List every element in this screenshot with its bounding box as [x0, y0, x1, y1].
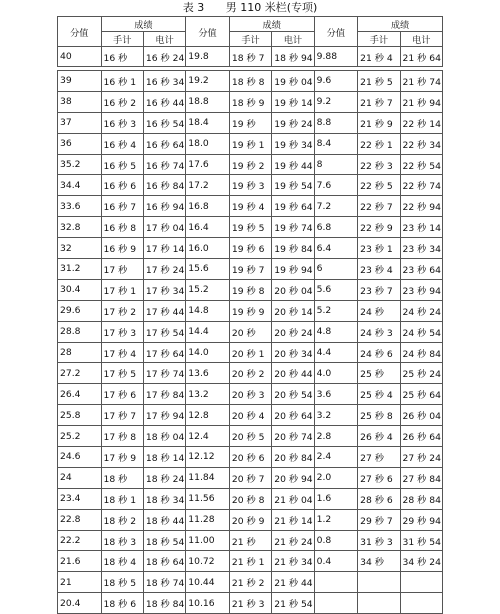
table-cell: 25 秒 64: [400, 384, 442, 405]
table-cell: 21 秒 4: [358, 47, 400, 67]
table-cell: 12.8: [186, 405, 230, 426]
table-cell: 31 秒 54: [400, 530, 442, 551]
table-cell: 30.4: [58, 279, 102, 300]
table-cell: 19 秒 8: [229, 279, 271, 300]
table-cell: 18 秒 7: [229, 47, 271, 67]
table-cell: 18.4: [186, 112, 230, 133]
table-cell: 16 秒 4: [101, 133, 143, 154]
table-cell: 18 秒 34: [143, 488, 185, 509]
table-cell: 21 秒 74: [400, 71, 442, 92]
table-row: [58, 593, 443, 614]
table-cell: [400, 593, 442, 614]
table-cell: 11.84: [186, 467, 230, 488]
table-cell: 21: [58, 572, 102, 593]
result-header: 成绩: [229, 17, 314, 32]
table-cell: 19 秒 24: [272, 112, 314, 133]
table-cell: 29.6: [58, 300, 102, 321]
table-row: [58, 71, 443, 92]
table-cell: 20 秒 2: [229, 363, 271, 384]
table-row: [58, 530, 443, 551]
table-cell: 22.2: [58, 530, 102, 551]
table-cell: 22 秒 54: [400, 154, 442, 175]
table-cell: 23 秒 7: [358, 279, 400, 300]
table-cell: 22 秒 9: [358, 217, 400, 238]
table-cell: 16 秒 5: [101, 154, 143, 175]
table-cell: 20 秒 3: [229, 384, 271, 405]
table-cell: 19 秒 14: [272, 91, 314, 112]
table-cell: 20 秒 54: [272, 384, 314, 405]
table-cell: 23 秒 14: [400, 217, 442, 238]
table-cell: 28.8: [58, 321, 102, 342]
table-cell: 20 秒 14: [272, 300, 314, 321]
table-cell: 32: [58, 238, 102, 259]
table-cell: 22 秒 74: [400, 175, 442, 196]
table-cell: 24 秒 84: [400, 342, 442, 363]
table-row: [58, 551, 443, 572]
table-cell: [358, 593, 400, 614]
table-cell: 17 秒 1: [101, 279, 143, 300]
table-cell: 24 秒 3: [358, 321, 400, 342]
table-cell: 19 秒 04: [272, 71, 314, 92]
table-cell: 20 秒: [229, 321, 271, 342]
table-cell: 19 秒 3: [229, 175, 271, 196]
table-cell: 24 秒: [358, 300, 400, 321]
table-cell: 6: [314, 259, 358, 280]
table-cell: 17 秒 04: [143, 217, 185, 238]
table-cell: 21 秒 54: [272, 593, 314, 614]
table-cell: 28 秒 84: [400, 488, 442, 509]
table-cell: 23.4: [58, 488, 102, 509]
table-cell: 1.6: [314, 488, 358, 509]
table-cell: 16.0: [186, 238, 230, 259]
header-table: [57, 16, 443, 67]
table-cell: 12.4: [186, 426, 230, 447]
table-cell: 15.2: [186, 279, 230, 300]
table-cell: 16 秒 6: [101, 175, 143, 196]
table-cell: 18 秒 1: [101, 488, 143, 509]
table-cell: 24: [58, 467, 102, 488]
table-cell: 17 秒 3: [101, 321, 143, 342]
table-cell: 21 秒 04: [272, 488, 314, 509]
table-cell: 27 秒 6: [358, 467, 400, 488]
table-cell: 5.2: [314, 300, 358, 321]
table-cell: 11.00: [186, 530, 230, 551]
table-cell: 17 秒 94: [143, 405, 185, 426]
table-cell: 17 秒 7: [101, 405, 143, 426]
table-cell: 3.6: [314, 384, 358, 405]
table-cell: 27 秒: [358, 447, 400, 468]
table-cell: 16 秒 84: [143, 175, 185, 196]
table-cell: 25 秒 4: [358, 384, 400, 405]
table-row: [58, 488, 443, 509]
table-cell: 20 秒 8: [229, 488, 271, 509]
table-cell: 19 秒 64: [272, 196, 314, 217]
table-cell: 6.8: [314, 217, 358, 238]
table-cell: 34 秒 24: [400, 551, 442, 572]
table-cell: 31.2: [58, 259, 102, 280]
table-cell: 19 秒 34: [272, 133, 314, 154]
table-cell: 18.0: [186, 133, 230, 154]
table-cell: 22 秒 7: [358, 196, 400, 217]
table-cell: 37: [58, 112, 102, 133]
table-cell: [358, 572, 400, 593]
table-cell: 20 秒 64: [272, 405, 314, 426]
table-cell: 19 秒 2: [229, 154, 271, 175]
table-cell: 20 秒 1: [229, 342, 271, 363]
table-cell: 18 秒 04: [143, 426, 185, 447]
table-cell: 19 秒 4: [229, 196, 271, 217]
table-cell: 16 秒 74: [143, 154, 185, 175]
table-cell: 0.4: [314, 551, 358, 572]
table-cell: 9.6: [314, 71, 358, 92]
electronic-header: 电计: [143, 32, 185, 47]
table-cell: 17 秒 84: [143, 384, 185, 405]
table-cell: 23 秒 1: [358, 238, 400, 259]
table-cell: 17 秒 8: [101, 426, 143, 447]
table-cell: 21 秒 24: [272, 530, 314, 551]
table-row: [58, 112, 443, 133]
table-cell: 19 秒 1: [229, 133, 271, 154]
table-cell: 9.88: [314, 47, 358, 67]
table-name: 男 110 米栏(专项): [225, 1, 318, 14]
table-cell: 25.2: [58, 426, 102, 447]
table-cell: 16 秒 94: [143, 196, 185, 217]
table-cell: 22 秒 1: [358, 133, 400, 154]
table-cell: 20 秒 6: [229, 447, 271, 468]
manual-header: 手计: [358, 32, 400, 47]
table-cell: 20 秒 84: [272, 447, 314, 468]
table-cell: 24.6: [58, 447, 102, 468]
table-cell: 17.2: [186, 175, 230, 196]
table-cell: 22.8: [58, 509, 102, 530]
table-cell: 7.6: [314, 175, 358, 196]
table-cell: 35.2: [58, 154, 102, 175]
table-cell: 21 秒 14: [272, 509, 314, 530]
table-cell: 27.2: [58, 363, 102, 384]
table-row: [58, 426, 443, 447]
table-cell: 23 秒 4: [358, 259, 400, 280]
table-cell: 18 秒 84: [143, 593, 185, 614]
table-cell: 18 秒 24: [143, 467, 185, 488]
table-row: [58, 154, 443, 175]
table-number: 表 3: [182, 1, 205, 14]
table-cell: 5.6: [314, 279, 358, 300]
table-cell: 4.8: [314, 321, 358, 342]
table-cell: 17 秒 24: [143, 259, 185, 280]
manual-header: 手计: [101, 32, 143, 47]
table-cell: 21 秒 7: [358, 91, 400, 112]
table-cell: 27 秒 24: [400, 447, 442, 468]
table-cell: 20.4: [58, 593, 102, 614]
table-cell: 22 秒 94: [400, 196, 442, 217]
table-title: [0, 0, 500, 16]
table-cell: 27 秒 84: [400, 467, 442, 488]
table-cell: 22 秒 14: [400, 112, 442, 133]
table-row: [58, 91, 443, 112]
table-row: [58, 300, 443, 321]
table-cell: 18 秒 6: [101, 593, 143, 614]
table-cell: 4.0: [314, 363, 358, 384]
score-header: 分值: [58, 17, 102, 47]
table-row: [58, 384, 443, 405]
table-cell: 19 秒 54: [272, 175, 314, 196]
table-cell: 24 秒 54: [400, 321, 442, 342]
table-cell: 13.2: [186, 384, 230, 405]
table-row: [58, 217, 443, 238]
table-cell: 21 秒 9: [358, 112, 400, 133]
table-cell: 20 秒 9: [229, 509, 271, 530]
table-cell: 18 秒 44: [143, 509, 185, 530]
table-cell: 18 秒 8: [229, 71, 271, 92]
table-cell: 29 秒 94: [400, 509, 442, 530]
table-cell: 17 秒 4: [101, 342, 143, 363]
table-cell: 18 秒 94: [272, 47, 314, 67]
table-cell: 16 秒 34: [143, 71, 185, 92]
table-cell: 17 秒 74: [143, 363, 185, 384]
table-cell: 7.2: [314, 196, 358, 217]
table-cell: 12.12: [186, 447, 230, 468]
table-cell: 23 秒 94: [400, 279, 442, 300]
table-cell: 6.4: [314, 238, 358, 259]
table-cell: 20 秒 24: [272, 321, 314, 342]
score-header: 分值: [186, 17, 230, 47]
table-cell: 20 秒 4: [229, 405, 271, 426]
table-cell: 21 秒 3: [229, 593, 271, 614]
table-cell: 16 秒 54: [143, 112, 185, 133]
table-cell: 10.16: [186, 593, 230, 614]
table-cell: 25 秒 8: [358, 405, 400, 426]
table-row: [58, 447, 443, 468]
table-cell: 19 秒 9: [229, 300, 271, 321]
table-cell: 11.28: [186, 509, 230, 530]
table-cell: 16 秒 44: [143, 91, 185, 112]
table-cell: 18 秒 3: [101, 530, 143, 551]
table-row: [58, 342, 443, 363]
table-cell: 19 秒: [229, 112, 271, 133]
table-row: [58, 259, 443, 280]
table-cell: 20 秒 74: [272, 426, 314, 447]
table-cell: 21 秒 34: [272, 551, 314, 572]
table-cell: 16 秒 1: [101, 71, 143, 92]
table-cell: 16 秒: [101, 47, 143, 67]
table-cell: 19 秒 5: [229, 217, 271, 238]
table-cell: 36: [58, 133, 102, 154]
table-cell: 18 秒 54: [143, 530, 185, 551]
table-cell: 19 秒 44: [272, 154, 314, 175]
table-cell: 24 秒 24: [400, 300, 442, 321]
table-cell: 19.8: [186, 47, 230, 67]
table-cell: 22 秒 3: [358, 154, 400, 175]
table-cell: 17 秒 34: [143, 279, 185, 300]
table-cell: 16 秒 3: [101, 112, 143, 133]
table-cell: 19 秒 7: [229, 259, 271, 280]
table-cell: 29 秒 7: [358, 509, 400, 530]
table-cell: 17 秒 6: [101, 384, 143, 405]
table-cell: 11.56: [186, 488, 230, 509]
table-cell: 23 秒 34: [400, 238, 442, 259]
table-cell: 25 秒 24: [400, 363, 442, 384]
table-cell: 18 秒 74: [143, 572, 185, 593]
table-cell: 26 秒 4: [358, 426, 400, 447]
table-cell: 16 秒 7: [101, 196, 143, 217]
table-cell: 23 秒 64: [400, 259, 442, 280]
table-cell: 40: [58, 47, 102, 67]
table-cell: 17 秒 44: [143, 300, 185, 321]
table-cell: 2.4: [314, 447, 358, 468]
table-cell: 33.6: [58, 196, 102, 217]
table-row: [58, 196, 443, 217]
table-cell: 17.6: [186, 154, 230, 175]
table-cell: 14.4: [186, 321, 230, 342]
table-cell: 4.4: [314, 342, 358, 363]
table-cell: 21 秒 44: [272, 572, 314, 593]
table-cell: 17 秒 64: [143, 342, 185, 363]
table-row: [58, 238, 443, 259]
table-cell: 28 秒 6: [358, 488, 400, 509]
table-cell: 21 秒: [229, 530, 271, 551]
table-row: [58, 405, 443, 426]
table-cell: [314, 572, 358, 593]
table-cell: 22 秒 5: [358, 175, 400, 196]
score-header: 分值: [314, 17, 358, 47]
table-cell: 19 秒 84: [272, 238, 314, 259]
table-cell: 20 秒 34: [272, 342, 314, 363]
table-cell: 28: [58, 342, 102, 363]
table-cell: 19 秒 6: [229, 238, 271, 259]
table-cell: 2.0: [314, 467, 358, 488]
table-cell: 19.2: [186, 71, 230, 92]
result-header: 成绩: [101, 17, 186, 32]
table-cell: 15.6: [186, 259, 230, 280]
table-cell: 21.6: [58, 551, 102, 572]
table-row: [58, 175, 443, 196]
table-cell: 21 秒 5: [358, 71, 400, 92]
table-cell: 20 秒 04: [272, 279, 314, 300]
table-row: [58, 572, 443, 593]
table-cell: 1.2: [314, 509, 358, 530]
table-cell: 14.8: [186, 300, 230, 321]
table-cell: 26 秒 04: [400, 405, 442, 426]
table-cell: 10.72: [186, 551, 230, 572]
table-cell: 26.4: [58, 384, 102, 405]
table-row: [58, 279, 443, 300]
table-cell: 17 秒 2: [101, 300, 143, 321]
table-cell: 19 秒 74: [272, 217, 314, 238]
table-cell: 16 秒 9: [101, 238, 143, 259]
table-cell: 21 秒 1: [229, 551, 271, 572]
table-cell: 9.2: [314, 91, 358, 112]
table-cell: [400, 572, 442, 593]
table-cell: 2.8: [314, 426, 358, 447]
table-cell: 17 秒 54: [143, 321, 185, 342]
table-cell: 16.4: [186, 217, 230, 238]
table-cell: 32.8: [58, 217, 102, 238]
result-header: 成绩: [358, 17, 443, 32]
table-cell: 34 秒: [358, 551, 400, 572]
table-cell: 16.8: [186, 196, 230, 217]
table-cell: 39: [58, 71, 102, 92]
table-cell: 16 秒 64: [143, 133, 185, 154]
table-cell: [314, 593, 358, 614]
table-row: [58, 363, 443, 384]
table-cell: 16 秒 8: [101, 217, 143, 238]
table-cell: 18 秒: [101, 467, 143, 488]
table-cell: 8.4: [314, 133, 358, 154]
table-cell: 10.44: [186, 572, 230, 593]
manual-header: 手计: [229, 32, 271, 47]
table-cell: 8: [314, 154, 358, 175]
table-cell: 3.2: [314, 405, 358, 426]
table-cell: 18.8: [186, 91, 230, 112]
table-cell: 17 秒 9: [101, 447, 143, 468]
table-cell: 20 秒 7: [229, 467, 271, 488]
table-cell: 25 秒: [358, 363, 400, 384]
table-cell: 18 秒 2: [101, 509, 143, 530]
table-cell: 21 秒 94: [400, 91, 442, 112]
table-cell: 20 秒 94: [272, 467, 314, 488]
table-cell: 18 秒 64: [143, 551, 185, 572]
table-row: [58, 321, 443, 342]
table-row: [58, 509, 443, 530]
table-cell: 19 秒 94: [272, 259, 314, 280]
table-cell: 21 秒 64: [400, 47, 442, 67]
table-cell: 20 秒 5: [229, 426, 271, 447]
table-cell: 17 秒: [101, 259, 143, 280]
table-cell: 17 秒 5: [101, 363, 143, 384]
table-cell: 18 秒 4: [101, 551, 143, 572]
electronic-header: 电计: [272, 32, 314, 47]
score-table: [57, 70, 443, 614]
table-cell: 17 秒 14: [143, 238, 185, 259]
table-cell: 22 秒 34: [400, 133, 442, 154]
table-cell: 18 秒 5: [101, 572, 143, 593]
table-row: [58, 47, 443, 67]
table-cell: 13.6: [186, 363, 230, 384]
table-cell: 8.8: [314, 112, 358, 133]
table-cell: 31 秒 3: [358, 530, 400, 551]
table-cell: 25.8: [58, 405, 102, 426]
table-row: [58, 467, 443, 488]
table-cell: 14.0: [186, 342, 230, 363]
table-row: [58, 133, 443, 154]
table-cell: 26 秒 64: [400, 426, 442, 447]
table-cell: 16 秒 2: [101, 91, 143, 112]
table-cell: 38: [58, 91, 102, 112]
table-cell: 34.4: [58, 175, 102, 196]
table-cell: 20 秒 44: [272, 363, 314, 384]
table-cell: 18 秒 9: [229, 91, 271, 112]
electronic-header: 电计: [400, 32, 442, 47]
table-cell: 18 秒 14: [143, 447, 185, 468]
table-cell: 24 秒 6: [358, 342, 400, 363]
table-cell: 16 秒 24: [143, 47, 185, 67]
table-cell: 21 秒 2: [229, 572, 271, 593]
table-cell: 0.8: [314, 530, 358, 551]
